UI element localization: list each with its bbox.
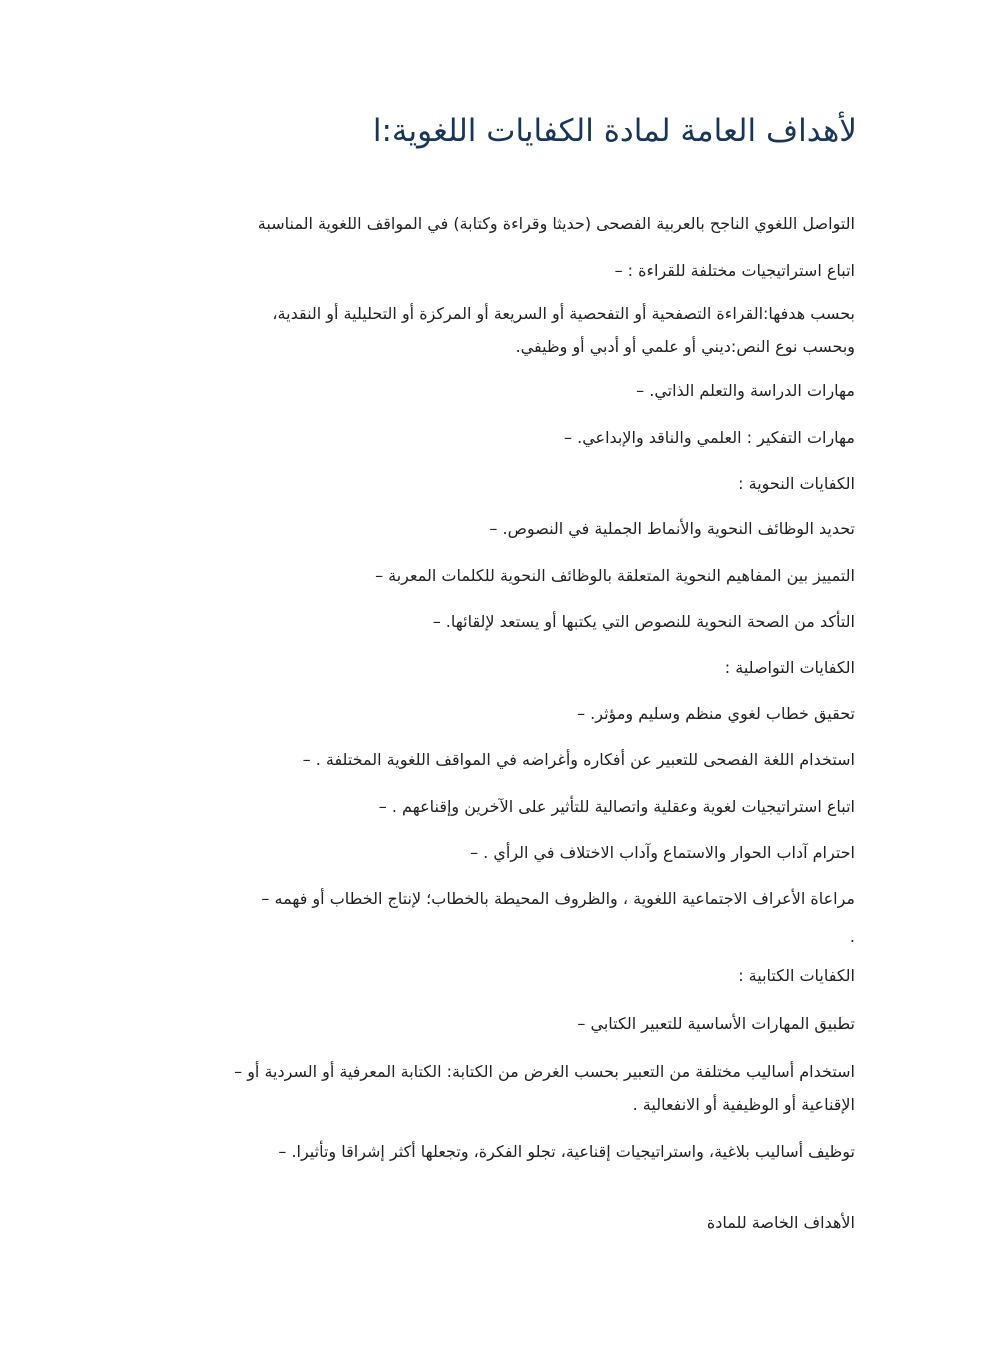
paragraph-line: مهارات التفكير : العلمي والناقد والإبداعي. – — [564, 428, 855, 447]
section-heading: الكفايات الكتابية : — [738, 966, 855, 985]
paragraph-line: اتباع استراتيجيات لغوية وعقلية واتصالية للتأثير على الآخرين وإقناعهم . – — [378, 797, 855, 816]
paragraph-line: تحقيق خطاب لغوي منظم وسليم ومؤثر. – — [577, 704, 855, 723]
paragraph-line: الإقناعية أو الوظيفية أو الانفعالية . — [632, 1095, 855, 1114]
paragraph-line: تطبيق المهارات الأساسية للتعبير الكتابي – — [577, 1014, 855, 1033]
paragraph-line: مراعاة الأعراف الاجتماعية اللغوية ، والظروف المحيطة بالخطاب؛ لإنتاج الخطاب أو فهمه – — [261, 889, 855, 908]
paragraph-line: التأكد من الصحة النحوية للنصوص التي يكتبها أو يستعد لإلقائها. – — [432, 612, 855, 631]
paragraph-line: تحديد الوظائف النحوية والأنماط الجملية في النصوص. – — [489, 519, 855, 538]
paragraph-line: استخدام اللغة الفصحى للتعبير عن أفكاره وأغراضه في المواقف اللغوية المختلفة . – — [302, 750, 855, 769]
paragraph-line: بحسب هدفها:القراءة التصفحية أو التفحصية أو السريعة أو المركزة أو التحليلية أو النقدية، — [272, 304, 855, 323]
paragraph-line: وبحسب نوع النص:ديني أو علمي أو أدبي أو وظيفي. — [515, 337, 855, 356]
section-heading: الكفايات النحوية : — [738, 474, 855, 493]
paragraph-line: التواصل اللغوي الناجح بالعربية الفصحى (حديثا وقراءة وكتابة) في المواقف اللغوية المناسبة — [257, 214, 855, 233]
paragraph-line: احترام آداب الحوار والاستماع وآداب الاختلاف في الرأي . – — [470, 843, 855, 862]
section-heading-specific-objectives: الأهداف الخاصة للمادة — [706, 1213, 855, 1232]
paragraph-line: مهارات الدراسة والتعلم الذاتي. – — [636, 381, 855, 400]
paragraph-line: اتباع استراتيجيات مختلفة للقراءة : – — [614, 261, 855, 280]
paragraph-line: استخدام أساليب مختلفة من التعبير بحسب الغرض من الكتابة: الكتابة المعرفية أو السردية أو – — [234, 1062, 855, 1081]
paragraph-line: . — [849, 927, 855, 946]
paragraph-line: توظيف أساليب بلاغية، واستراتيجيات إقناعية، تجلو الفكرة، وتجعلها أكثر إشراقا وتأثيرا. – — [278, 1142, 855, 1161]
section-heading: الكفايات التواصلية : — [724, 658, 855, 677]
paragraph-line: التمييز بين المفاهيم النحوية المتعلقة بالوظائف النحوية للكلمات المعربة – — [375, 566, 855, 585]
page-title: لأهداف العامة لمادة الكفايات اللغوية:ا — [372, 113, 857, 149]
